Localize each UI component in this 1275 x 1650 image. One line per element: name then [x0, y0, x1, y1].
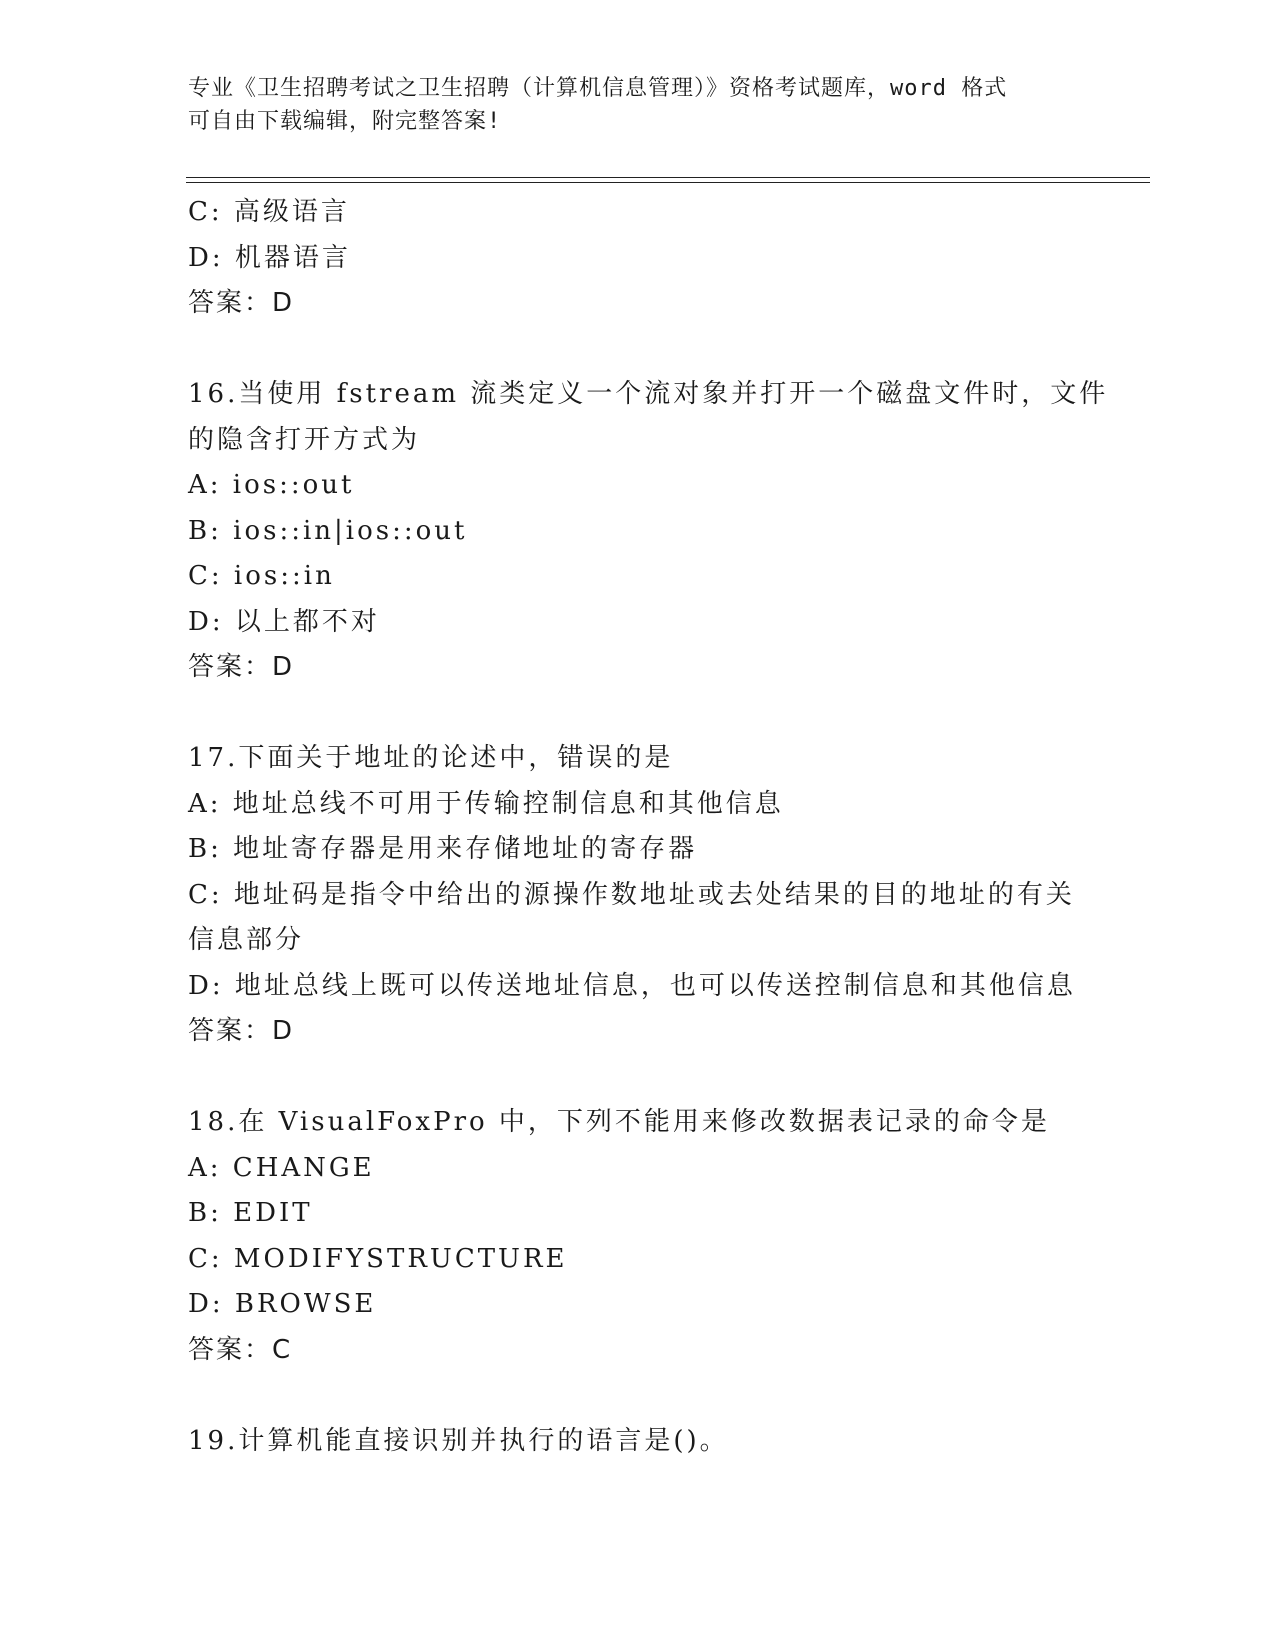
question-stem: 19.计算机能直接识别并执行的语言是()。	[188, 1425, 729, 1456]
option-a: A: ios::out	[188, 470, 355, 500]
option-b: B: EDIT	[188, 1198, 313, 1228]
header-divider-top	[186, 177, 1150, 178]
option-b: B: 地址寄存器是用来存储地址的寄存器	[188, 834, 698, 864]
question-list	[188, 190, 1109, 1464]
header-line-2: 可自由下载编辑，附完整答案!	[188, 109, 502, 134]
option-d: D: 地址总线上既可以传送地址信息，也可以传送控制信息和其他信息	[188, 970, 1076, 1001]
answer: 答案：C	[188, 1334, 293, 1365]
option-a: A: CHANGE	[188, 1152, 375, 1183]
question-16	[188, 372, 1109, 691]
question-19	[188, 1419, 1088, 1465]
option-c: C: 地址码是指令中给出的源操作数地址或去处结果的目的地址的有关	[188, 879, 1075, 910]
option-c: C: MODIFYSTRUCTURE	[188, 1243, 568, 1274]
header-line-1: 专业《卫生招聘考试之卫生招聘（计算机信息管理）》资格考试题库，word 格式	[188, 76, 1008, 101]
question-18	[188, 1100, 1088, 1373]
option-d: D: BROWSE	[188, 1289, 377, 1319]
question-15-tail	[188, 190, 1088, 327]
document-header	[188, 72, 1088, 138]
question-stem-continued: 的隐含打开方式为	[188, 424, 421, 455]
option-c: C: 高级语言	[188, 197, 350, 227]
question-stem: 17.下面关于地址的论述中，错误的是	[188, 743, 674, 773]
option-c: C: ios::in	[188, 561, 335, 591]
answer: 答案：D	[188, 1016, 295, 1046]
option-d: D: 机器语言	[188, 242, 351, 273]
question-stem: 18.在 VisualFoxPro 中，下列不能用来修改数据表记录的命令是	[188, 1107, 1050, 1137]
question-17	[188, 736, 1088, 1055]
header-divider-bottom	[186, 182, 1150, 183]
question-stem: 16.当使用 fstream 流类定义一个流对象并打开一个磁盘文件时，文件	[188, 379, 1109, 409]
answer: 答案：D	[188, 652, 295, 682]
option-a: A: 地址总线不可用于传输控制信息和其他信息	[188, 788, 784, 819]
answer: 答案：D	[188, 288, 295, 318]
option-c-continued: 信息部分	[188, 925, 305, 955]
option-b: B: ios::in|ios::out	[188, 515, 468, 546]
option-d: D: 以上都不对	[188, 606, 380, 637]
